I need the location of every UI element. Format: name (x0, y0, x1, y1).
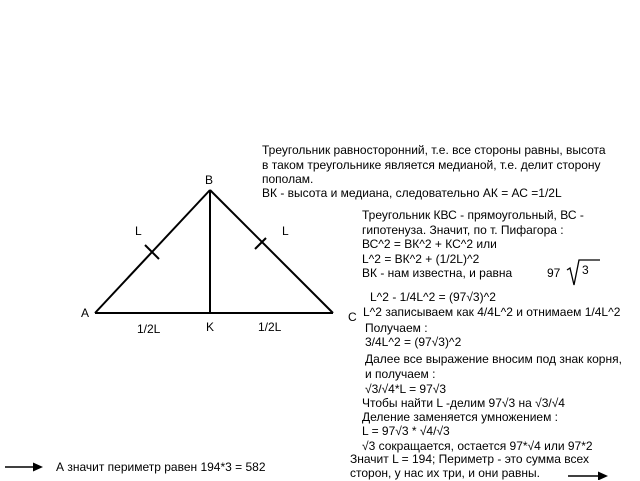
explanation-line: 3/4L^2 = (97√3)^2 (365, 335, 462, 349)
explanation-line: Значит L = 194; Периметр - это сумма всех (350, 452, 589, 466)
arrow-left-head (33, 463, 43, 472)
explanation-line: Чтобы найти L -делим 97√3 на √3/√4 (362, 396, 565, 410)
explanation-line: Деление заменяется умножением : (362, 410, 559, 424)
vertex-c-label: C (348, 310, 357, 324)
explanation-line: в таком треугольнике является медианой, т.е. делит сторону (262, 158, 601, 172)
explanation-line: Треугольник КВС - прямоугольный, ВС - (362, 208, 584, 222)
explanation-line: ВК - нам известна, и равна (362, 266, 513, 280)
arrow-right-head (598, 472, 608, 481)
explanation-line: ВС^2 = ВК^2 + КС^2 или (362, 237, 497, 251)
explanation-line: ВК - высота и медиана, следовательно АК = АС =1/2L (262, 186, 562, 200)
bk-coefficient: 97 (547, 266, 561, 280)
final-answer: А значит периметр равен 194*3 = 582 (56, 460, 266, 474)
explanation-line: Далее все выражение вносим под знак корня, (365, 352, 622, 366)
explanation-line: Получаем : (365, 321, 428, 335)
base-label-left: 1/2L (137, 322, 161, 336)
vertex-a-label: A (81, 306, 90, 320)
explanation-line: √3 сокращается, остается 97*√4 или 97*2 (362, 439, 593, 453)
explanation-line: L^2 записываем как 4/4L^2 и отнимаем 1/4L^2 (363, 305, 621, 319)
explanation-line: сторон, у нас их три, и они равны. (350, 466, 540, 480)
bk-radicand: 3 (582, 263, 589, 277)
explanation-line: √3/√4*L = 97√3 (365, 382, 447, 396)
explanation-line: пополам. (262, 172, 314, 186)
explanation-line: L^2 = ВК^2 + (1/2L)^2 (362, 252, 480, 266)
side-label-left: L (135, 224, 142, 238)
explanation-line: гипотенуза. Значит, по т. Пифагора : (362, 223, 564, 237)
explanation-line: Треугольник равносторонний, т.е. все стороны равны, высота (262, 143, 606, 157)
explanation-line: L = 97√3 * √4/√3 (362, 424, 450, 438)
vertex-b-label: B (205, 173, 214, 187)
explanation-line: L^2 - 1/4L^2 = (97√3)^2 (370, 290, 496, 304)
side-label-right: L (282, 224, 289, 238)
base-label-right: 1/2L (258, 320, 282, 334)
vertex-k-label: K (206, 320, 215, 334)
explanation-line: и получаем : (365, 367, 436, 381)
side-bc (210, 190, 333, 313)
